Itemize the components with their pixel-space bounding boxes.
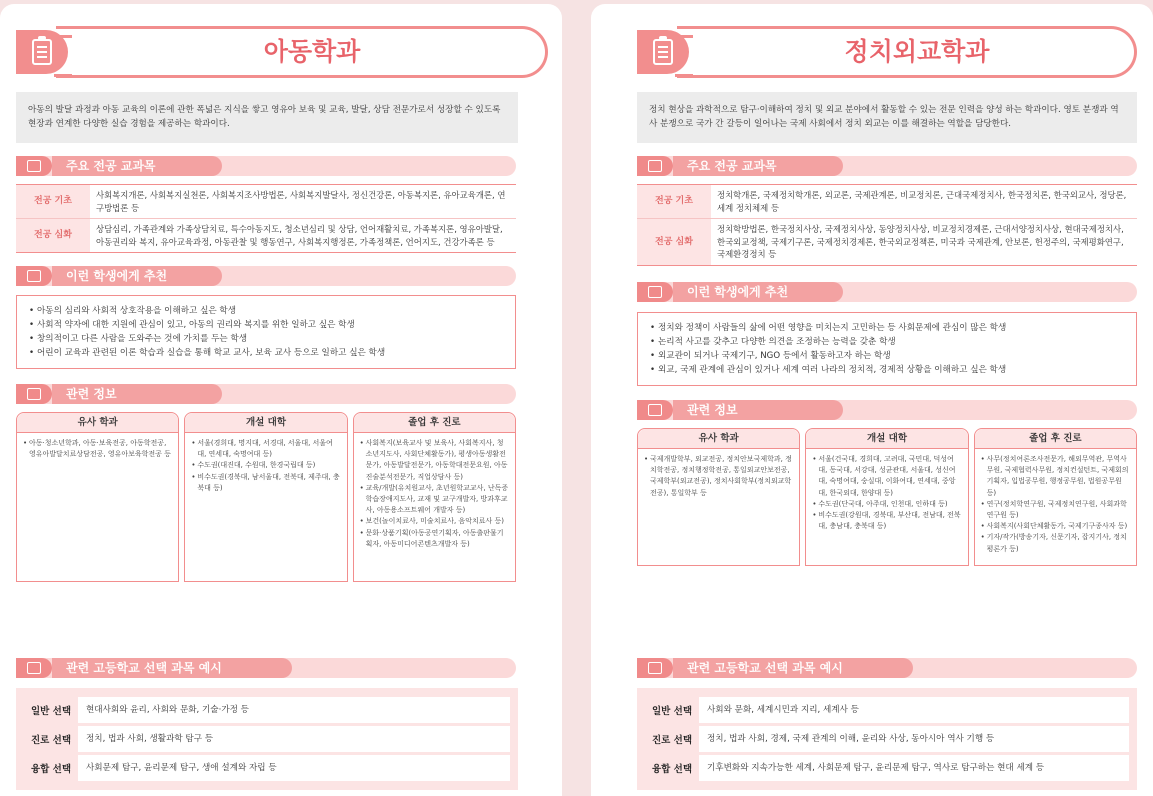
list-item: • 사회적 약자에 대한 지원에 관심이 있고, 아동의 권리와 복지를 위한 일하고 싶은 학생: [29, 318, 503, 332]
intro-text: 아동의 발달 과정과 아동 교육의 이론에 관한 폭넓은 지식을 쌓고 영유아 보육 및 교육, 발달, 상담 전문가로서 성장할 수 있도록 현장과 연계한 다양한 실습 경험을 제공하는 학과이다.: [16, 92, 518, 143]
recommend-list: [637, 312, 1137, 386]
list-item: • 아동의 심리와 사회적 상호작용을 이해하고 싶은 학생: [29, 304, 503, 318]
list-item: • 비수도권(강원대, 경북대, 부산대, 전남대, 전북대, 충남대, 충북대 등): [812, 510, 962, 532]
section-header-recommend: 이런 학생에게 추천: [16, 266, 516, 286]
section-header-info: 관련 정보: [637, 400, 1137, 420]
page-right: [591, 4, 1153, 796]
highschool-box: [637, 688, 1137, 790]
list-item: • 외교관이 되거나 국제기구, NGO 등에서 활동하고자 하는 학생: [650, 349, 1124, 363]
hs-row: 진로 선택 정치, 법과 사회, 생활과학 탐구 등: [24, 726, 510, 752]
section-header-courses: 주요 전공 교과목: [637, 156, 1137, 176]
list-item: • 교육/개발(유치원교사, 초년원학교교사, 난독증학습장애지도사, 교재 및 교구개발자, 방과후교사, 아동용소프트웨어 개발자 등): [360, 483, 510, 517]
folder-icon: [637, 282, 673, 302]
table-row: 전공 심화 상담심리, 가족관계와 가족상담치료, 특수아동지도, 청소년심리 및 상담, 언어재활치료, 가족복지론, 영유아발달, 아동권리와 복지, 유아교육과정, 아동관찰 및 행동연구, 사회복지행정론, 가족정책론, 언어지도, 건강가족론 등: [16, 219, 516, 253]
list-item: • 문화·상품기획(아동공연기획자, 아동출판물기획자, 아동미디어콘텐츠개발자 등): [360, 528, 510, 550]
document-icon: [16, 384, 52, 404]
section-header-highschool: 관련 고등학교 선택 과목 예시: [16, 658, 516, 678]
list-item: • 보건(놀이치료사, 미술치료사, 음악치료사 등): [360, 516, 510, 527]
list-item: • 정치와 정책이 사람들의 삶에 어떤 영향을 미치는지 고민하는 등 사회문제에 관심이 많은 학생: [650, 321, 1124, 335]
section-header-recommend: 이런 학생에게 추천: [637, 282, 1137, 302]
recommend-list: [16, 295, 516, 369]
clipboard-icon: [16, 30, 68, 74]
title-banner: [637, 26, 1137, 78]
book-icon: [16, 658, 52, 678]
courses-table: [16, 184, 516, 253]
section-header-highschool: 관련 고등학교 선택 과목 예시: [637, 658, 1137, 678]
list-item: • 어린이 교육과 관련된 이론 학습과 실습을 통해 학교 교사, 보육 교사 등으로 일하고 싶은 학생: [29, 346, 503, 360]
notebook-icon: [16, 156, 52, 176]
info-columns: [637, 428, 1137, 566]
list-item: • 사회복지(사회단체활동가, 국제기구종사자 등): [981, 521, 1131, 532]
list-item: • 논리적 사고를 갖추고 다양한 의견을 조정하는 능력을 갖춘 학생: [650, 335, 1124, 349]
hs-row: 일반 선택 사회와 문화, 세계시민과 지리, 세계사 등: [645, 697, 1129, 723]
list-item: • 수도권(단국대, 아주대, 인천대, 인하대 등): [812, 499, 962, 510]
info-columns: [16, 412, 516, 582]
info-col-universities: 개설 대학 • 서울(경희대, 명지대, 서경대, 서울대, 서울여대, 연세대, 숙명여대 등) • 수도권(대진대, 수원대, 한경국립대 등) • 비수도권(경북대, 남서울대, 전북대, 제주대, 충북대 등): [184, 412, 347, 582]
list-item: • 비수도권(경북대, 남서울대, 전북대, 제주대, 충북대 등): [191, 472, 341, 494]
list-item: • 아동·청소년학과, 아동·보육전공, 아동학전공, 영유아발달치료상담전공, 영유아보육학전공 등: [23, 438, 173, 460]
list-item: • 사회복지(보육교사 및 보육사, 사회복지사, 청소년지도사, 사회단체활동가), 평생아동생활전문가, 아동발달전문가, 아동학대전문요원, 아동진술분석전문가, 직업상담사 등): [360, 438, 510, 483]
table-row: 전공 심화 정치학방법론, 한국정치사상, 국제정치사상, 동양정치사상, 비교정치경제론, 근대서양정치사상, 현대국제정치사, 한국외교정책, 국제기구론, 국제정치경제론, 한국외교정책론, 미국과 국제관계, 안보론, 헌정주의, 국제평화연구, 국제환경정치 등: [637, 219, 1137, 266]
info-col-similar: 유사 학과 • 국제개발학부, 외교전공, 정치안보국제학과, 정치학전공, 정치행정학전공, 통일외교안보전공, 국제학부(외교전공), 정치사회학부(정치외교학전공), 통일학부 등: [637, 428, 800, 566]
list-item: • 서울(경희대, 명지대, 서경대, 서울대, 서울여대, 연세대, 숙명여대 등): [191, 438, 341, 460]
page-title: 아동학과: [263, 37, 361, 66]
info-col-universities: 개설 대학 • 서울(건국대, 경희대, 고려대, 국민대, 덕성여대, 동국대, 서강대, 성균관대, 서울대, 성신여대, 숙명여대, 숭실대, 이화여대, 연세대, 중앙대, 한국외대, 한양대 등) • 수도권(단국대, 아주대, 인천대, 인하대 등) • 비수도권(강원대, 경북대, 부산대, 전남대, 전북대, 충남대, 충북대 등): [805, 428, 968, 566]
courses-table: [637, 184, 1137, 266]
list-item: • 창의적이고 다른 사람을 도와주는 것에 가치를 두는 학생: [29, 332, 503, 346]
highschool-box: [16, 688, 518, 790]
title-banner: [16, 26, 548, 78]
page-title: 정치외교학과: [844, 37, 990, 66]
section-header-courses: 주요 전공 교과목: [16, 156, 516, 176]
list-item: • 연구(정치학연구원, 국제정치연구원, 사회과학연구원 등): [981, 499, 1131, 521]
list-item: • 국제개발학부, 외교전공, 정치안보국제학과, 정치학전공, 정치행정학전공, 통일외교안보전공, 국제학부(외교전공), 정치사회학부(정치외교학전공), 통일학부 등: [644, 454, 794, 499]
list-item: • 외교, 국제 관계에 관심이 있거나 세계 여러 나라의 정치적, 경제적 상황을 이해하고 싶은 학생: [650, 363, 1124, 377]
hs-row: 진로 선택 정치, 법과 사회, 경제, 국제 관계의 이해, 윤리와 사상, 동아시아 역사 기행 등: [645, 726, 1129, 752]
list-item: • 수도권(대진대, 수원대, 한경국립대 등): [191, 460, 341, 471]
folder-icon: [16, 266, 52, 286]
info-col-similar: 유사 학과 • 아동·청소년학과, 아동·보육전공, 아동학전공, 영유아발달치료상담전공, 영유아보육학전공 등: [16, 412, 179, 582]
table-row: 전공 기초 정치학개론, 국제정치학개론, 외교론, 국제관계론, 비교정치론, 근대국제정치사, 한국정치론, 한국외교사, 정당론, 세계 정치체제 등: [637, 185, 1137, 219]
intro-text: 정치 현상을 과학적으로 탐구·이해하여 정치 및 외교 분야에서 활동할 수 있는 전문 인력을 양성 하는 학과이다. 영토 분쟁과 역사 분쟁으로 국가 간 갈등이 일어나는 국제 사회에서 정치 외교는 이를 해결하는 역할을 담당한다.: [637, 92, 1137, 143]
hs-row: 융합 선택 사회문제 탐구, 윤리문제 탐구, 생애 설계와 자립 등: [24, 755, 510, 781]
notebook-icon: [637, 156, 673, 176]
document-icon: [637, 400, 673, 420]
list-item: • 서울(건국대, 경희대, 고려대, 국민대, 덕성여대, 동국대, 서강대, 성균관대, 서울대, 성신여대, 숙명여대, 숭실대, 이화여대, 연세대, 중앙대, 한국외대, 한양대 등): [812, 454, 962, 499]
page-left: [0, 4, 562, 796]
info-col-careers: 졸업 후 진로 • 사회복지(보육교사 및 보육사, 사회복지사, 청소년지도사, 사회단체활동가), 평생아동생활전문가, 아동발달전문가, 아동학대전문요원, 아동진술분석전문가, 직업상담사 등) • 교육/개발(유치원교사, 초년원학교교사, 난독증학습장애지도사, 교재 및 교구개발자, 방과후교사, 아동용소프트웨어 개발자 등) • 보건(놀이치료사, 미술치료사, 음악치료사 등) • 문화·상품기획(아동공연기획자, 아동출판물기획자, 아동미디어콘텐츠개발자 등): [353, 412, 516, 582]
section-header-info: 관련 정보: [16, 384, 516, 404]
table-row: 전공 기초 사회복지개론, 사회복지실천론, 사회복지조사방법론, 사회복지발달사, 정신건강론, 아동복지론, 유아교육개론, 연구방법론 등: [16, 185, 516, 219]
hs-row: 일반 선택 현대사회와 윤리, 사회와 문화, 기술·가정 등: [24, 697, 510, 723]
page-gutter: [562, 4, 591, 796]
book-icon: [637, 658, 673, 678]
info-col-careers: 졸업 후 진로 • 사무(정치여론조사전문가, 해외무역관, 무역사무원, 국제협력사무원, 정치컨설턴트, 국제회의기획자, 입법공무원, 행정공무원, 법원공무원 등) • 연구(정치학연구원, 국제정치연구원, 사회과학연구원 등) • 사회복지(사회단체활동가, 국제기구종사자 등) • 기자/작가(방송기자, 신문기자, 잡지기사, 정치평론가 등): [974, 428, 1137, 566]
clipboard-icon: [637, 30, 689, 74]
list-item: • 기자/작가(방송기자, 신문기자, 잡지기사, 정치평론가 등): [981, 532, 1131, 554]
list-item: • 사무(정치여론조사전문가, 해외무역관, 무역사무원, 국제협력사무원, 정치컨설턴트, 국제회의기획자, 입법공무원, 행정공무원, 법원공무원 등): [981, 454, 1131, 499]
hs-row: 융합 선택 기후변화와 지속가능한 세계, 사회문제 탐구, 윤리문제 탐구, 역사로 탐구하는 현대 세계 등: [645, 755, 1129, 781]
